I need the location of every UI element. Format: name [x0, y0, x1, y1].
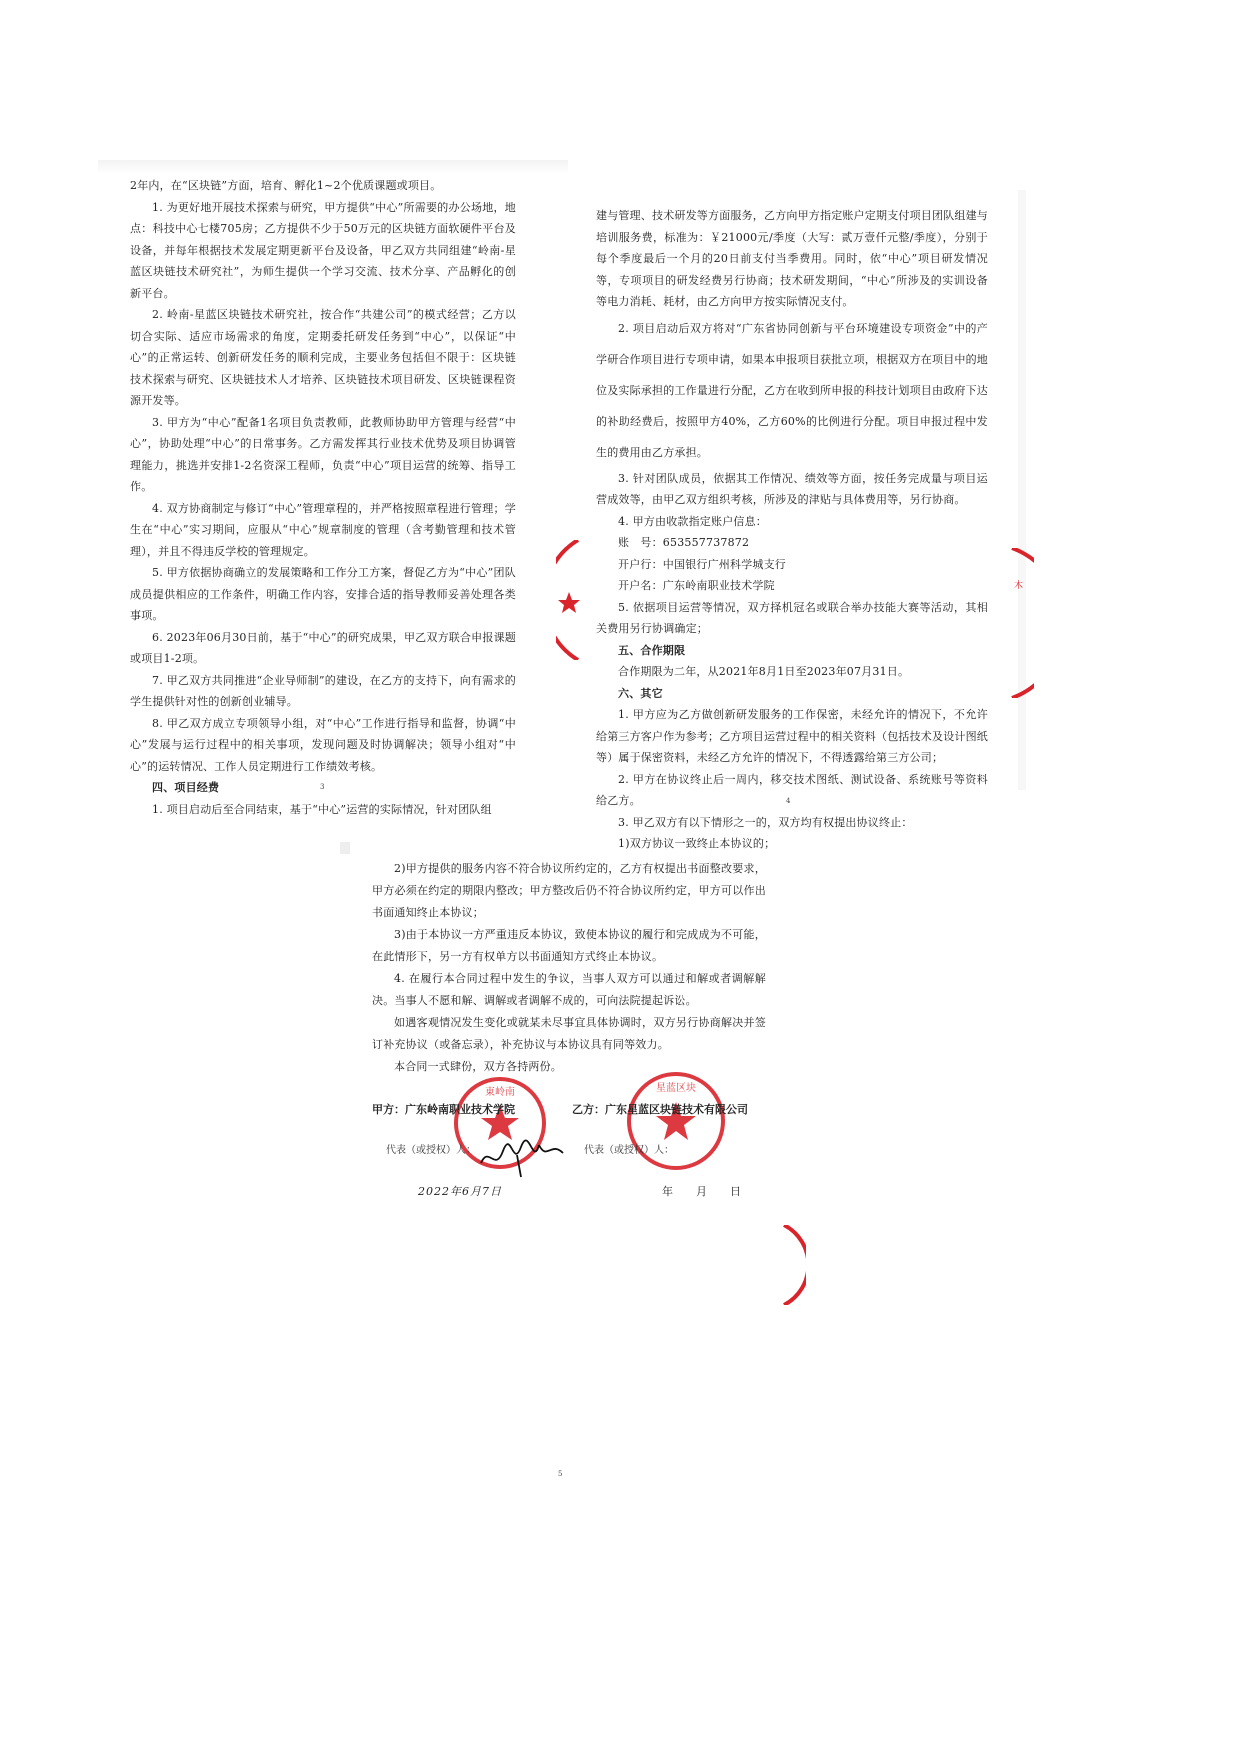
svg-text:木: 木: [1014, 581, 1024, 591]
signature-block: [372, 1083, 792, 1227]
paragraph: 3)由于本协议一方严重违反本协议，致使本协议的履行和完成成为不可能，在此情形下，另一方有权单方以书面通知方式终止本协议。: [372, 928, 766, 963]
seam-seal-fragment: [556, 540, 582, 660]
section-heading: 六、其它: [618, 686, 663, 700]
party-a-sign-date: 2022年6月7日: [418, 1185, 502, 1198]
party-b-representative-label: 代表（或授权）人：: [584, 1145, 674, 1156]
paragraph: 2. 岭南-星蓝区块链技术研究社，按合作“共建公司”的模式经营；乙方以切合实际、适应市场需求的角度，定期委托研发任务到“中心”，以保证“中心”的正常运转、创新研发任务的顺利完成，主要业务包括但不限于：区块链技术探索与研究、区块链技术人才培养、区块链技术项目研发、区块链课程资源开发等。: [130, 308, 516, 407]
paragraph: 2. 项目启动后双方将对“广东省协同创新与平台环境建设专项资金”中的产学研合作项目进行专项申请，如果本申报项目获批立项，根据双方在项目中的地位及实际承担的工作量进行分配，乙方在收到所申报的科技计划项目由政府下达的补助经费后，按照甲方40%，乙方60%的比例进行分配。项目申报过程中发生的费用由乙方承担。: [596, 321, 988, 459]
paragraph: 7. 甲乙双方共同推进“企业导师制”的建设，在乙方的支持下，向有需求的学生提供针对性的创新创业辅导。: [130, 673, 516, 708]
scan-shadow-top: [98, 160, 568, 174]
paragraph: 1)双方协议一致终止本协议的；: [618, 837, 776, 850]
paragraph: 4. 在履行本合同过程中发生的争议，当事人双方可以通过和解或者调解解决。当事人不愿和解、调解或者调解不成的，可向法院提起诉讼。: [372, 972, 766, 1007]
account-number: 账 号：653557737872: [618, 536, 750, 549]
seam-seal-fragment: [1006, 548, 1034, 698]
party-a-representative-label: 代表（或授权）人：: [386, 1145, 476, 1156]
paragraph: 本合同一式肆份，双方各持两份。: [394, 1060, 562, 1073]
paragraph: 1. 为更好地开展技术探索与研究，甲方提供“中心”所需要的办公场地，地点：科技中心七楼705房；乙方提供不少于50万元的区块链方面软硬件平台及设备，并每年根据技术发展定期更新平台及设备，甲乙双方共同组建“岭南-星蓝区块链技术研究社”，为师生提供一个学习交流、技术分享、产品孵化的创新平台。: [130, 200, 516, 300]
paragraph: 3. 甲乙双方有以下情形之一的，双方均有权提出协议终止：: [618, 815, 913, 829]
paragraph: 3. 甲方为“中心”配备1名项目负责教师，此教师协助甲方管理与经营“中心”，协助处理“中心”的日常事务。乙方需发挥其行业技术优势及项目协调管理能力，挑选并安排1-2名资深工程师，负责“中心”项目运营的统筹、指导工作。: [130, 415, 516, 493]
page-number: 4: [786, 797, 791, 805]
bank-name: 开户行：中国银行广州科学城支行: [618, 557, 786, 571]
paragraph: 8. 甲乙双方成立专项领导小组，对“中心”工作进行指导和监督，协调“中心”发展与运行过程中的相关事项，发现问题及时协调解决；领导小组对“中心”的运转情况、工作人员定期进行工作绩效考核。: [130, 716, 516, 773]
section-heading: 四、项目经费: [152, 781, 220, 794]
contract-page-4: [596, 205, 988, 855]
svg-text:星蓝区块: 星蓝区块: [656, 1083, 696, 1094]
section-heading: 五、合作期限: [618, 643, 686, 657]
account-holder: 开户名：广东岭南职业技术学院: [618, 579, 775, 592]
page-number: 3: [320, 783, 325, 791]
paragraph: 2)甲方提供的服务内容不符合协议所约定的，乙方有权提出书面整改要求，甲方必须在约定的期限内整改；甲方整改后仍不符合协议所约定，甲方可以作出书面通知终止本协议；: [372, 862, 766, 919]
paragraph: 6. 2023年06月30日前，基于“中心”的研究成果，甲乙双方联合申报课题或项目1-2项。: [130, 630, 516, 665]
party-a-name: 甲方：广东岭南职业技术学院: [372, 1103, 515, 1116]
paragraph: 4. 甲方由收款指定账户信息：: [618, 514, 767, 528]
paragraph: 1. 甲方应为乙方做创新研发服务的工作保密，未经允许的情况下，不允许给第三方客户作为参考；乙方项目运营过程中的相关资料（包括技术及设计图纸等）属于保密资料，未经乙方允许的情况下，不得透露给第三方公司；: [596, 708, 988, 764]
party-b-sign-date: 年 月 日: [662, 1185, 747, 1198]
scan-shadow-right: [1018, 190, 1026, 790]
paragraph: 2年内，在“区块链”方面，培育、孵化1~2个优质课题或项目。: [130, 179, 442, 192]
paragraph: 1. 项目启动后至合同结束，基于“中心”运营的实际情况，针对团队组: [152, 802, 492, 816]
party-b-seal-icon: [624, 1069, 728, 1173]
paragraph: 2. 甲方在协议终止后一周内，移交技术图纸、测试设备、系统账号等资料给乙方。: [596, 772, 988, 807]
party-b-name: 乙方：广东星蓝区块链技术有限公司: [572, 1103, 748, 1116]
paragraph: 5. 甲方依据协商确立的发展策略和工作分工方案，督促乙方为“中心”团队成员提供相应的工作条件，明确工作内容，安排合适的指导教师妥善处理各类事项。: [130, 566, 516, 622]
party-a-signature-icon: [477, 1133, 567, 1179]
paragraph: 建与管理、技术研发等方面服务，乙方向甲方指定账户定期支付项目团队组建与培训服务费，标准为：￥21000元/季度（大写：贰万壹仟元整/季度），分别于每个季度最后一个月的20日前支付当季费用。同时，依“中心”项目研发情况等，专项项目的研发经费另行协商；技术研发期间，“中心”所涉及的实训设备等电力消耗、耗材，由乙方向甲方按实际情况支付。: [596, 209, 988, 308]
paragraph: 5. 依据项目运营等情况，双方择机冠名或联合举办技能大赛等活动，其相关费用另行协调确定；: [596, 600, 988, 635]
page-number: 5: [558, 1470, 563, 1478]
paragraph: 3. 针对团队成员，依据其工作情况、绩效等方面，按任务完成量与项目运营成效等，由甲乙双方组织考核，所涉及的津贴与具体费用等，另行协商。: [596, 471, 988, 506]
svg-text:東岭南: 東岭南: [485, 1087, 515, 1098]
scan-shadow-page5: [340, 842, 350, 854]
paragraph: 合作期限为二年，从2021年8月1日至2023年07月31日。: [618, 665, 910, 678]
seam-seal-fragment: [780, 1225, 806, 1305]
paragraph: 4. 双方协商制定与修订“中心”管理章程的，并严格按照章程进行管理；学生在“中心”实习期间，应服从“中心”规章制度的管理（含考勤管理和技术管理），并且不得违反学校的管理规定。: [130, 501, 516, 558]
paragraph: 如遇客观情况发生变化或就某未尽事宜具体协调时，双方另行协商解决并签订补充协议（或备忘录），补充协议与本协议具有同等效力。: [372, 1016, 766, 1051]
contract-page-3: [130, 175, 516, 820]
